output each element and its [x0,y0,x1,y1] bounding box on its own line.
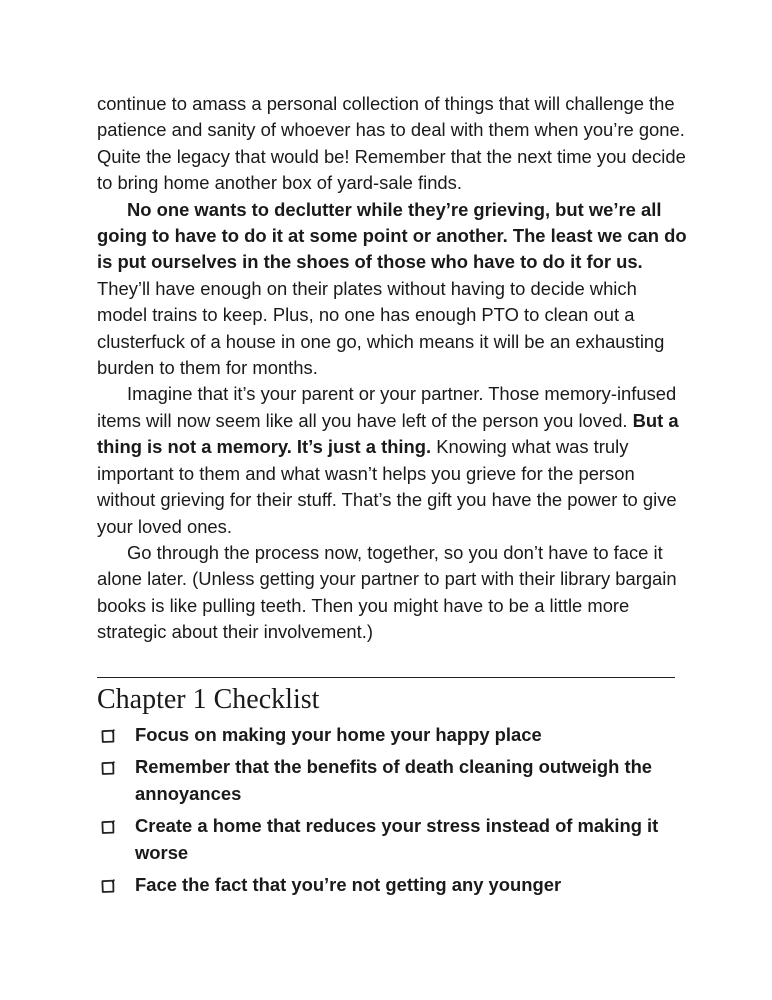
paragraph-4: Go through the process now, together, so you don’t have to face it alone later. (Unless getting your partner to part with their library bargain books is like pulling teeth. Then you might have to be a little more strategic about their involvement.) [97,541,677,643]
checkbox-icon [100,760,116,776]
paragraph-3-bold: But a thing is not a memory. It’s just a thing. [97,409,679,458]
checklist-item-label: Face the fact that you’re not getting any younger [135,874,562,896]
paragraph-2 [97,197,687,382]
checkbox-icon [100,728,116,744]
paragraph-3-start: Imagine that it’s your parent or your partner. Those memory-infused items will now seem like all you have left of the person you loved. [97,383,677,431]
checklist [97,722,682,904]
paragraph-3 [97,381,687,539]
paragraph-1: continue to amass a personal collection of things that will challenge the patience and sanity of whoever has to deal with them when you’re gone. Quite the legacy that would be! Remember that the next time you decide to bring home another box of yard-sale finds. [97,93,686,194]
checkbox-icon [100,819,116,835]
paragraph-2-bold: No one wants to declutter while they’re grieving, but we’re all going to have to do it at some point or another. The least we can do is put ourselves in the shoes of those who have to do it for us. [97,198,687,273]
checklist-item [97,754,682,807]
checklist-item-label: Focus on making your home your happy place [135,724,542,745]
checklist-title: Chapter 1 Checklist [97,684,320,715]
checklist-item-label: Remember that the benefits of death cleaning outweigh the annoyances [135,756,653,804]
checkbox-icon [100,878,116,894]
checklist-item [97,722,682,748]
checklist-item [97,813,682,866]
paragraph-2-text: They’ll have enough on their plates without having to decide which model trains to keep. Plus, no one has enough PTO to clean out a clusterfuck of a house in one go, which means it will be an exhausting burden to them for months. [97,277,665,379]
paragraph-3-text: Knowing what was truly important to them and what wasn’t helps you grieve for the person without grieving for their stuff. That’s the gift you have the power to give your loved ones. [97,436,677,537]
section-divider [97,677,675,678]
checklist-item [97,872,682,898]
body-text [97,91,687,646]
checklist-item-label: Create a home that reduces your stress instead of making it worse [135,815,659,863]
